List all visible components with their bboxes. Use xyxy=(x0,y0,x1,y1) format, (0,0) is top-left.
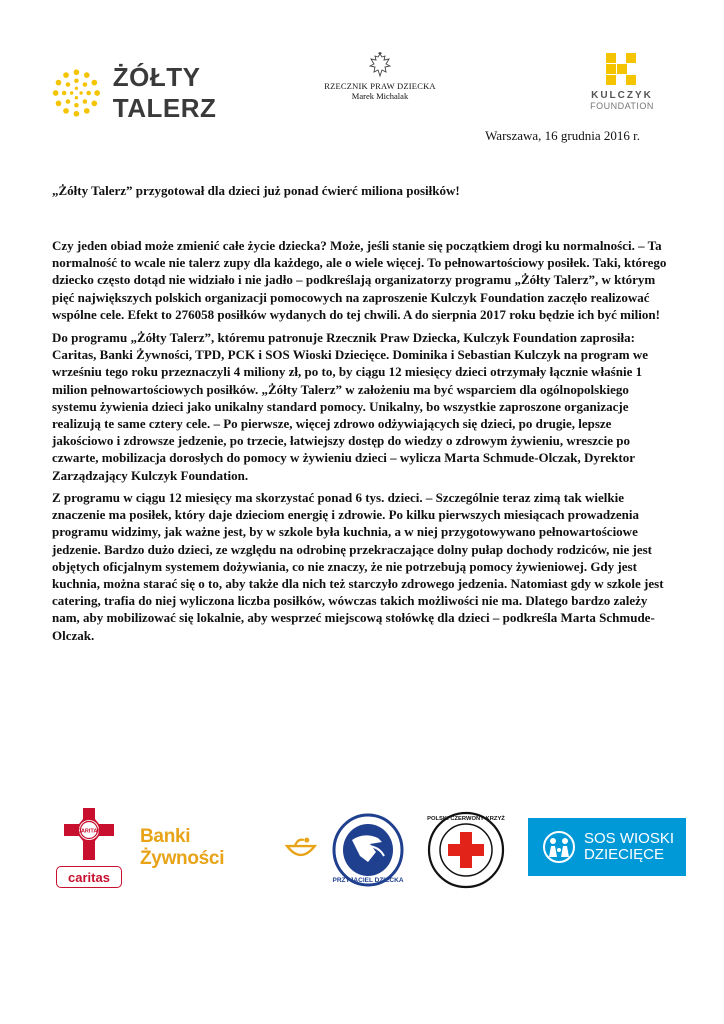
press-headline: „Żółty Talerz” przygotował dla dzieci już ponad ćwierć miliona posiłków! xyxy=(52,183,460,198)
foundation-wordmark: FOUNDATION xyxy=(590,101,654,111)
body-paragraph: Z programu w ciągu 12 miesięcy ma skorzystać ponad 6 tys. dzieci. – Szczególnie teraz zimą tak wielkie znaczenie ma posiłek, który daje dzieciom energię i zdrowie. Po kilku pierwszych miesiącach prowadzenia programu widzimy, jak ważne jest, by w szkole była kuchnia, a w niej przygotowywano pełnowartościowe jedzenie. Bardzo dużo dzieci, ze względu na odrobinę przekraczające dolny pułap dochody rodziców, nie jest objętych oficjalnym systemem dożywiania, co nie znaczy, że nie potrzebują pomocy żywieniowej. Gdy jest kuchnia, można starać się o to, aby także dla nich też starczyło zdrowego jedzenia. Natomiast gdy w szkole jest catering, trafia do niej wyliczona liczba posiłków, wówczas takich możliwości nie ma. Dlatego bardzo zależy nam, aby mobilizować się lokalnie, aby wesprzeć miejscową stołówkę dla dzieci – podkreśla Marta Schmude-Olczak. xyxy=(52,490,664,643)
sos-wordmark xyxy=(584,831,674,863)
caritas-cross-icon xyxy=(62,806,116,862)
kulczyk-foundation-logo xyxy=(586,52,658,122)
caritas-logo xyxy=(56,806,126,890)
body-paragraph: Do programu „Żółty Talerz”, któremu patronuje Rzecznik Praw Dziecka, Kulczyk Foundation zaprosiła: Caritas, Banki Żywności, TPD, PCK i SOS Wioski Dziecięce. Dominika i Sebastian Kulczyk na program we wrześniu tego roku przeznaczyli 4 miliony zł, po to, by ciągu 12 miesięcy dzieci otrzymały łącznie właśnie 1 milion pełnowartościowych posiłków. „Żółty Talerz” w założeniu ma być wsparciem dla ogólnopolskiego systemu żywienia dzieci jako unikalny standard pomocy. Unikalny, bo wszystkie zaproszone organizacje realizują te same cztery cele. – Po pierwsze, więcej zdrowo odżywiających się dzieci, po drugie, lepsze jakościowo i zdrowsze jedzenie, po trzecie, łatwiejszy dostęp do wiedzy o zdrowym żywieniu, wreszcie po czwarte, mobilizacja dorosłych do pomocy w żywieniu dzieci – wylicza Marta Schmude-Olczak, Dyrektor Zarządzający Kulczyk Foundation. xyxy=(52,330,648,483)
sos-line-1: SOS WIOSKI xyxy=(584,830,675,847)
kulczyk-wordmark: KULCZYK xyxy=(591,90,653,101)
rpd-name: Marek Michalak xyxy=(351,91,409,101)
pck-red-cross-icon xyxy=(426,810,506,890)
caritas-ring-text: CARITAS xyxy=(76,828,102,835)
banki-zywnosci-wordmark: Banki Żywności xyxy=(140,826,225,869)
body-paragraph: Czy jeden obiad może zmienić całe życie dziecka? Może, jeśli stanie się początkiem drogi ku normalności. – Ta normalność to wcale nie talerz zupy dla każdego, ale o wiele więcej. To pełnowartościowy posiłek. Taki, którego dziecko często dotąd nie widziało i nie jadło – podkreślają organizatorzy programu „Żółty Talerz”, w którym pięć największych polskich organizacji pomocowych na zaproszenie Kulczyk Foundation zaczęło realizować wspólne cele. Efekt to 276058 posiłków wydanych do tej chwili. A do sierpnia 2017 roku będzie ich być milion! xyxy=(52,238,667,322)
rpd-title: RZECZNIK PRAW DZIECKA xyxy=(324,81,436,91)
bowl-icon xyxy=(284,834,318,862)
banki-zywnosci-logo xyxy=(140,826,318,869)
zolty-talerz-wordmark: ŻÓŁTY TALERZ xyxy=(112,62,217,123)
sos-wioski-dzieciece-logo xyxy=(528,818,686,876)
tpd-ring-text: PRZYJACIEL DZIECKA xyxy=(332,877,404,884)
kulczyk-k-icon xyxy=(604,52,640,86)
caritas-label: caritas xyxy=(56,866,122,888)
sos-line-2: DZIECIĘCE xyxy=(584,846,665,863)
letter-date: Warszawa, 16 grudnia 2016 r. xyxy=(485,128,640,143)
pck-ring-text: POLSKI CZERWONY KRZYŻ xyxy=(427,816,505,822)
tpd-hands-icon xyxy=(330,812,406,888)
eagle-emblem-icon xyxy=(369,52,391,78)
zolty-talerz-logo xyxy=(50,64,300,122)
pck-logo xyxy=(426,810,506,890)
zolty-talerz-sun-icon xyxy=(50,65,103,121)
tpd-logo xyxy=(330,812,406,888)
sos-family-icon xyxy=(542,830,576,864)
rzecznik-praw-dziecka-logo xyxy=(320,52,440,118)
